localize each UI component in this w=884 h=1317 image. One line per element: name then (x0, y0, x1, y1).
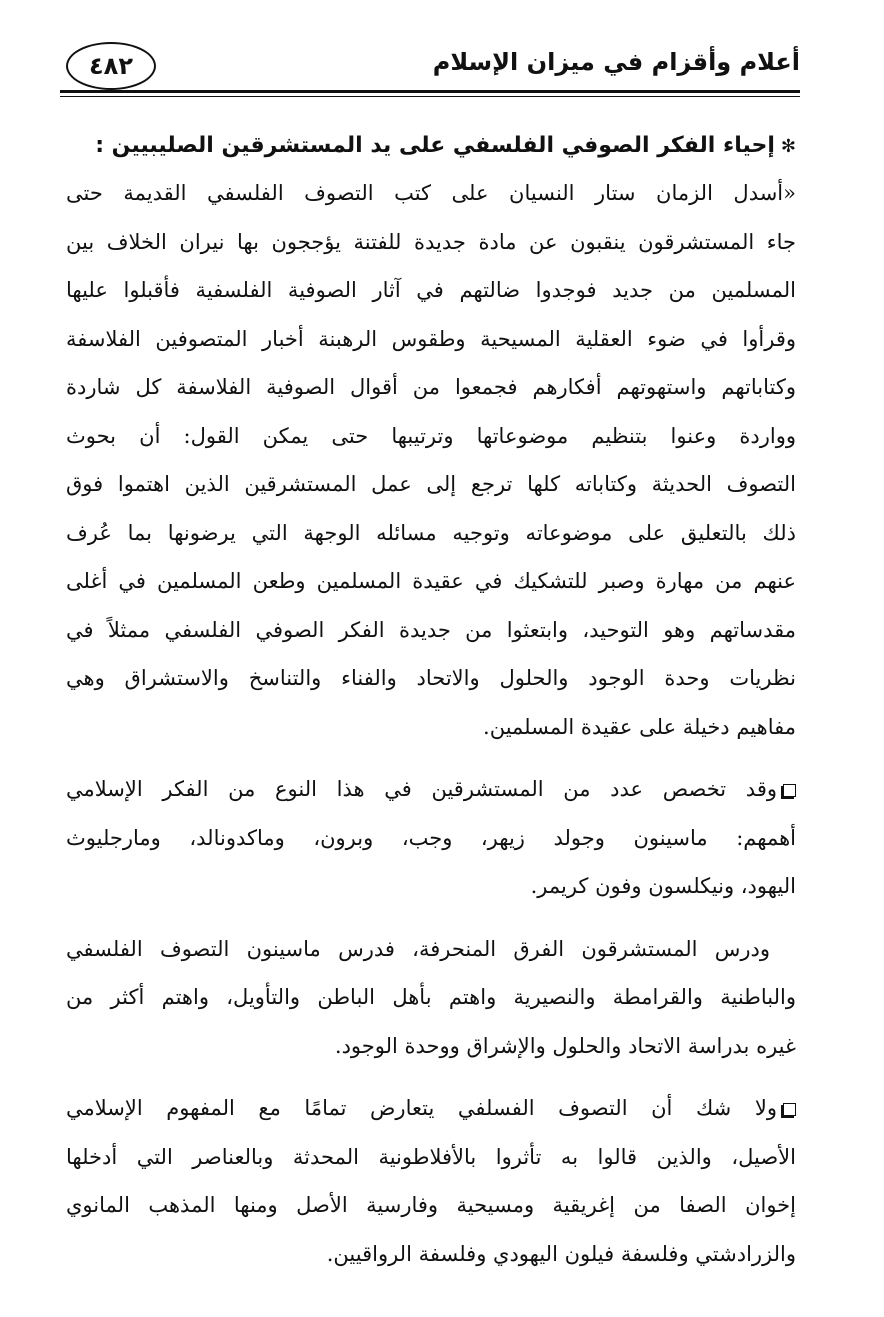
asterisk-icon: ✻ (780, 136, 796, 157)
text-line: ولا شك أن التصوف الفسلفي يتعارض تمامًا مع المفهوم الإسلامي (66, 1096, 777, 1120)
text-line: وقد تخصص عدد من المستشرقين في هذا النوع من الفكر الإسلامي (66, 777, 777, 801)
paragraph-4 (66, 1084, 796, 1278)
text-line: والزرادشتي وفلسفة فيلون اليهودي وفلسفة الرواقيين. (326, 1241, 796, 1266)
paragraph-1 (66, 169, 796, 751)
text-line: اليهود، ونيكلسون وفون كريمر. (530, 874, 796, 898)
square-bullet-icon (783, 784, 796, 797)
square-bullet-icon (783, 1103, 796, 1116)
book-title: أعلام وأقزام في ميزان الإسلام (432, 48, 800, 76)
text-line-first (66, 765, 796, 814)
text-line: غيره بدراسة الاتحاد والحلول والإشراق ووحدة الوجود. (334, 1033, 796, 1058)
text-line: مفاهيم دخيلة على عقيدة المسلمين. (483, 714, 796, 739)
text-line: عنهم من مهارة وصبر للتشكيك في عقيدة المسلمين وطعن المسلمين في أغلى (66, 569, 796, 593)
text-line: نظريات وحدة الوجود والحلول والاتحاد والفناء والتناسخ والاستشراق وهي (66, 666, 796, 690)
text-line: وقرأوا في ضوء العقلية المسيحية وطقوس الرهبنة أخبار المتصوفين الفلاسفة (66, 326, 796, 351)
text-line: ذلك بالتعليق على موضوعاته وتوجيه مسائله الوجهة التي يرضونها بما عُرف (66, 520, 796, 545)
text-line: وكتاباتهم واستهوتهم أفكارهم فجمعوا من أقوال الصوفية الفلاسفة كل شاردة (66, 375, 796, 399)
text-line: جاء المستشرقون ينقبون عن مادة جديدة للفتنة يؤججون بها نيران الخلاف بين (66, 229, 796, 254)
text-line: أهمهم: ماسينون وجولد زيهر، وجب، وبرون، وماكدونالد، ومارجليوث (66, 825, 796, 850)
page-number-badge (66, 42, 156, 90)
paragraph-2 (66, 765, 796, 911)
text-line: الأصيل، والذين قالوا به تأثروا بالأفلاطونية المحدثة وبالعناصر التي أدخلها (66, 1144, 796, 1169)
section-heading-text: إحياء الفكر الصوفي الفلسفي على يد المستشرقين الصليبيين : (95, 133, 775, 158)
text-line-first (66, 1084, 796, 1133)
section-heading (66, 126, 796, 167)
text-line: إخوان الصفا من إغريقية ومسيحية وفارسية الأصل ومنها المذهب المانوي (66, 1193, 796, 1217)
text-line: وواردة وعنوا بتنظيم موضوعاتها وترتيبها حتى يمكن القول: أن بحوث (66, 423, 796, 448)
text-line: المسلمين من جديد فوجدوا ضالتهم في آثار الصوفية الفلسفية فأقبلوا عليها (66, 278, 796, 302)
paragraph-3 (66, 925, 796, 1071)
header-rule-thick (60, 90, 800, 93)
text-line: ودرس المستشرقون الفرق المنحرفة، فدرس ماسينون التصوف الفلسفي (66, 936, 770, 961)
text-line: مقدساتهم وهو التوحيد، وابتعثوا من جديدة الفكر الصوفي الفلسفي ممثلاً في (66, 617, 796, 642)
header-rule-thin (60, 96, 800, 97)
running-header (60, 40, 800, 98)
page-body (66, 126, 796, 1278)
page-number: ٤٨٢ (89, 52, 133, 80)
text-line: «أسدل الزمان ستار النسيان على كتب التصوف الفلسفي القديمة حتى (66, 181, 796, 205)
text-line: التصوف الحديثة وكتاباته كلها ترجع إلى عمل المستشرقين الذين اهتموا فوق (66, 472, 796, 496)
text-line: والباطنية والقرامطة والنصيرية واهتم بأهل الباطن والتأويل، واهتم أكثر من (66, 985, 796, 1009)
